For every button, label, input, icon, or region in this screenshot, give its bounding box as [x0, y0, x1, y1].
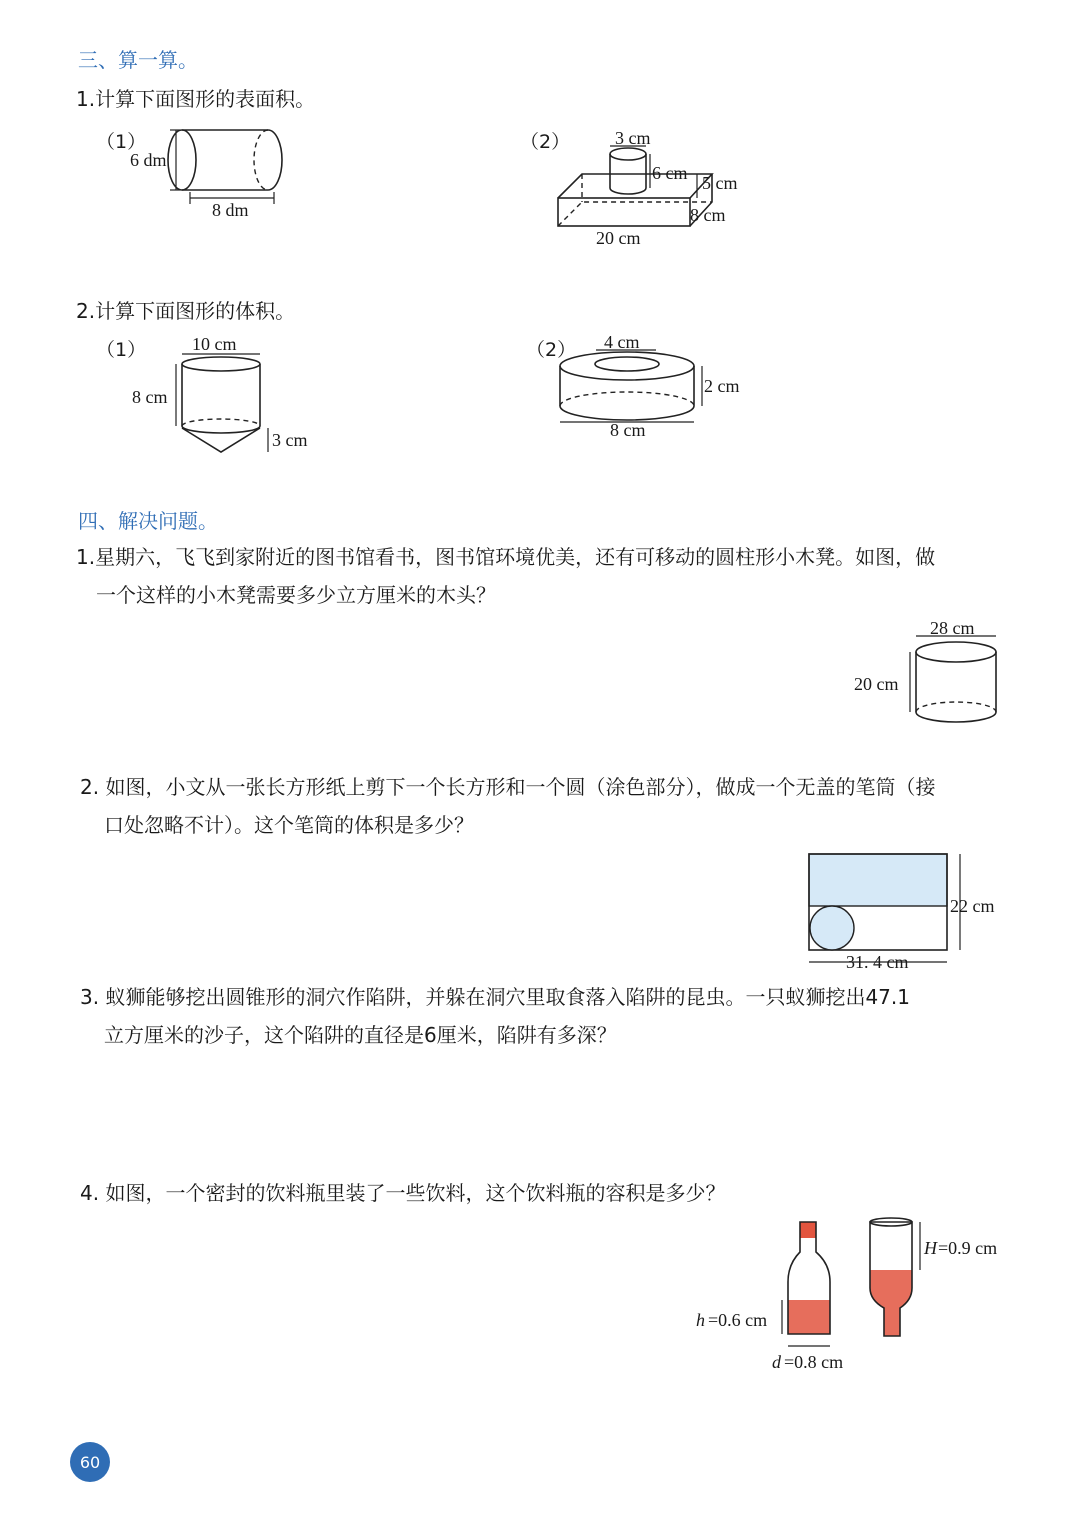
problem-4-1-line2: 一个这样的小木凳需要多少立方厘米的木头？ [96, 583, 496, 607]
diameter-label: 10 cm [192, 334, 237, 354]
figure-drink-bottles [690, 1212, 1020, 1372]
problem-4-2-line1: 2. 如图，小文从一张长方形纸上剪下一个长方形和一个圆（涂色部分），做成一个无盖的笔筒（接 [80, 775, 936, 799]
H-var: H [924, 1238, 937, 1258]
fig-number: （1） [96, 339, 147, 361]
problem-4-3-line2: 立方厘米的沙子，这个陷阱的直径是6厘米，陷阱有多深？ [104, 1023, 617, 1047]
height-label: 20 cm [854, 674, 899, 694]
figure-ring-cylinder [526, 330, 766, 450]
figure-cylinder-on-box [520, 122, 760, 252]
section-4-title: 四、解决问题。 [78, 509, 218, 533]
height-label: 8 cm [132, 387, 168, 407]
section-3-title: 三、算一算。 [78, 48, 198, 72]
problem-4-4-line1: 4. 如图，一个密封的饮料瓶里装了一些饮料，这个饮料瓶的容积是多少？ [80, 1181, 726, 1205]
question-3-1: 1.计算下面图形的表面积。 [76, 87, 316, 111]
outer-diameter-label: 8 cm [610, 420, 646, 440]
inner-diameter-label: 4 cm [604, 332, 640, 352]
h-value: =0.6 cm [708, 1310, 768, 1330]
height-label: 2 cm [704, 376, 740, 396]
question-3-2: 2.计算下面图形的体积。 [76, 299, 296, 323]
figure-cylinder-cone [92, 330, 332, 460]
figure-stool-cylinder [850, 616, 1010, 726]
H-value: =0.9 cm [938, 1238, 998, 1258]
length-label: 8 dm [212, 200, 249, 220]
diameter-label: 28 cm [930, 618, 975, 638]
box-length-label: 20 cm [596, 228, 641, 248]
cyl-height-label: 6 cm [652, 163, 688, 183]
h-var: h [696, 1310, 705, 1330]
box-height-label: 5 cm [702, 173, 738, 193]
cyl-diameter-label: 3 cm [615, 128, 651, 148]
d-value: =0.8 cm [784, 1352, 844, 1372]
fig-number: （1） [96, 131, 147, 153]
height-label: 22 cm [950, 896, 995, 916]
fig-number: （2） [520, 131, 571, 153]
cone-height-label: 3 cm [272, 430, 308, 450]
box-width-label: 8 cm [690, 205, 726, 225]
d-var: d [772, 1352, 781, 1372]
height-label: 6 dm [130, 150, 167, 170]
page-number: 60 [70, 1442, 110, 1482]
figure-horizontal-cylinder [90, 120, 310, 230]
problem-4-3-line1: 3. 蚁狮能够挖出圆锥形的洞穴作陷阱，并躲在洞穴里取食落入陷阱的昆虫。一只蚁狮挖出47.1 [80, 985, 910, 1009]
fig-number: （2） [526, 339, 577, 361]
figure-paper-cutout [800, 846, 1010, 976]
problem-4-1-line1: 1.星期六，飞飞到家附近的图书馆看书，图书馆环境优美，还有可移动的圆柱形小木凳。如图，做 [76, 545, 936, 569]
problem-4-2-line2: 口处忽略不计）。这个笔筒的体积是多少？ [104, 813, 474, 837]
width-label: 31. 4 cm [846, 952, 909, 972]
